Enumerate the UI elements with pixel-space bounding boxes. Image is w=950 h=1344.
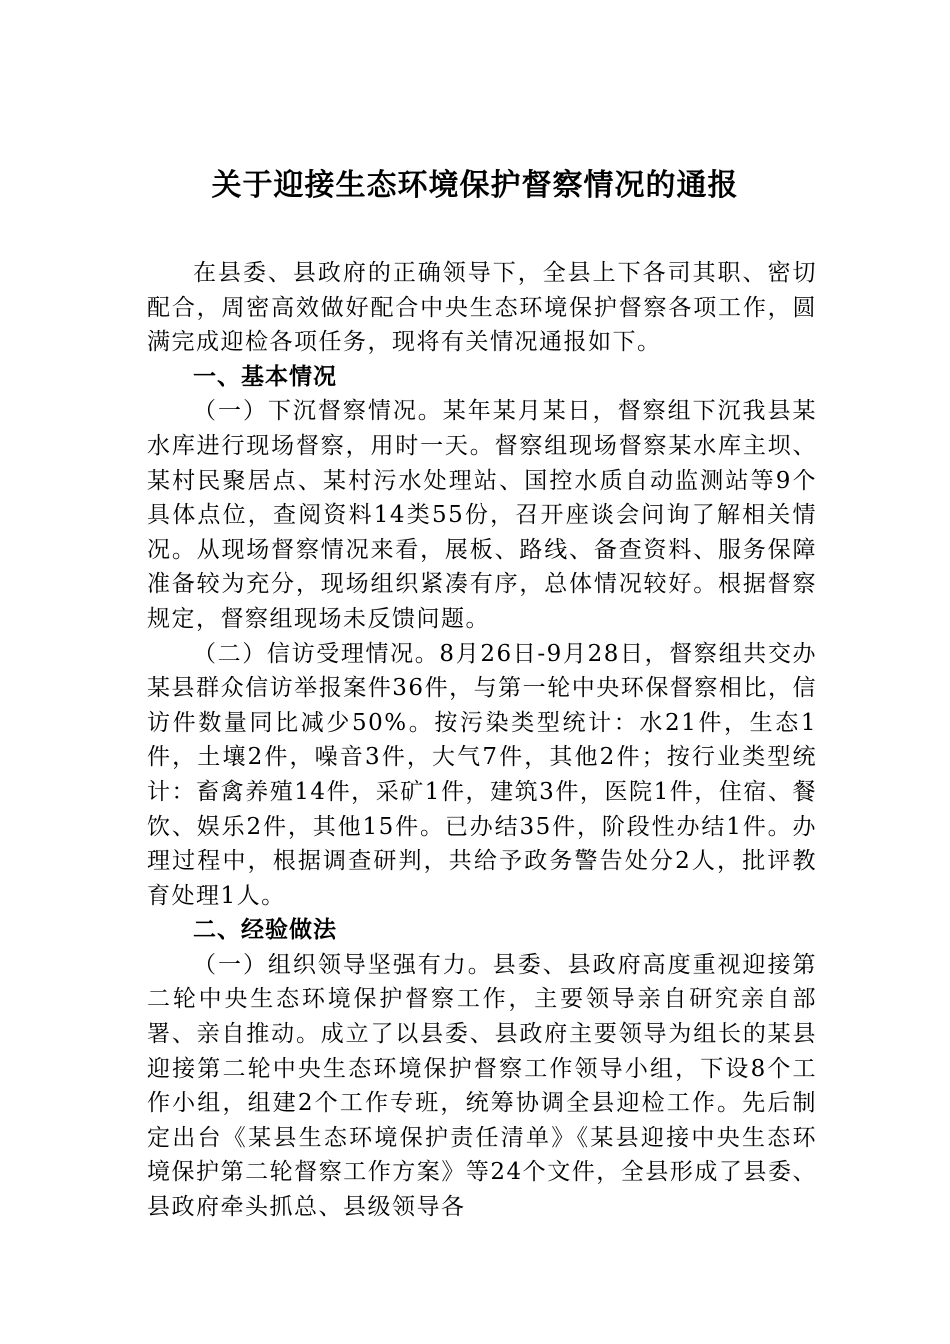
section-heading-basic-situation: 一、基本情况 bbox=[193, 363, 337, 390]
paragraph-petition-handling: （二）信访受理情况。8月26日-9月28日，督察组共交办某县群众信访举报案件36件，与第一轮中央环保督察相比，信访件数量同比减少50%。按污染类型统计：水21件，生态1件，土壤2件，噪音3件，大气7件，其他2件；按行业类型统计：畜禽养殖14件，采矿1件，建筑3件，医院1件，住宿、餐饮、娱乐2件，其他15件。已办结35件，阶段性办结1件。办理过程中，根据调查研判，共给予政务警告处分2人，批评教育处理1人。 bbox=[147, 640, 817, 909]
intro-paragraph: 在县委、县政府的正确领导下，全县上下各司其职、密切配合，周密高效做好配合中央生态环境保护督察各项工作，圆满完成迎检各项任务，现将有关情况通报如下。 bbox=[147, 260, 817, 356]
paragraph-organization-leadership: （一）组织领导坚强有力。县委、县政府高度重视迎接第二轮中央生态环境保护督察工作，主要领导亲自研究亲自部署、亲自推动。成立了以县委、县政府主要领导为组长的某县迎接第二轮中央生态环境保护督察工作领导小组，下设8个工作小组，组建2个工作专班，统筹协调全县迎检工作。先后制定出台《某县生态环境保护责任清单》《某县迎接中央生态环境保护第二轮督察工作方案》等24个文件，全县形成了县委、县政府牵头抓总、县级领导各 bbox=[147, 951, 817, 1221]
paragraph-field-inspection: （一）下沉督察情况。某年某月某日，督察组下沉我县某水库进行现场督察，用时一天。督察组现场督察某水库主坝、某村民聚居点、某村污水处理站、国控水质自动监测站等9个具体点位，查阅资料14类55份，召开座谈会问询了解相关情况。从现场督察情况来看，展板、路线、备查资料、服务保障准备较为充分，现场组织紧凑有序，总体情况较好。根据督察规定，督察组现场未反馈问题。 bbox=[147, 398, 817, 632]
document-body bbox=[147, 256, 817, 1225]
document-title: 关于迎接生态环境保护督察情况的通报 bbox=[211, 168, 739, 203]
section-heading-experience: 二、经验做法 bbox=[193, 917, 337, 944]
